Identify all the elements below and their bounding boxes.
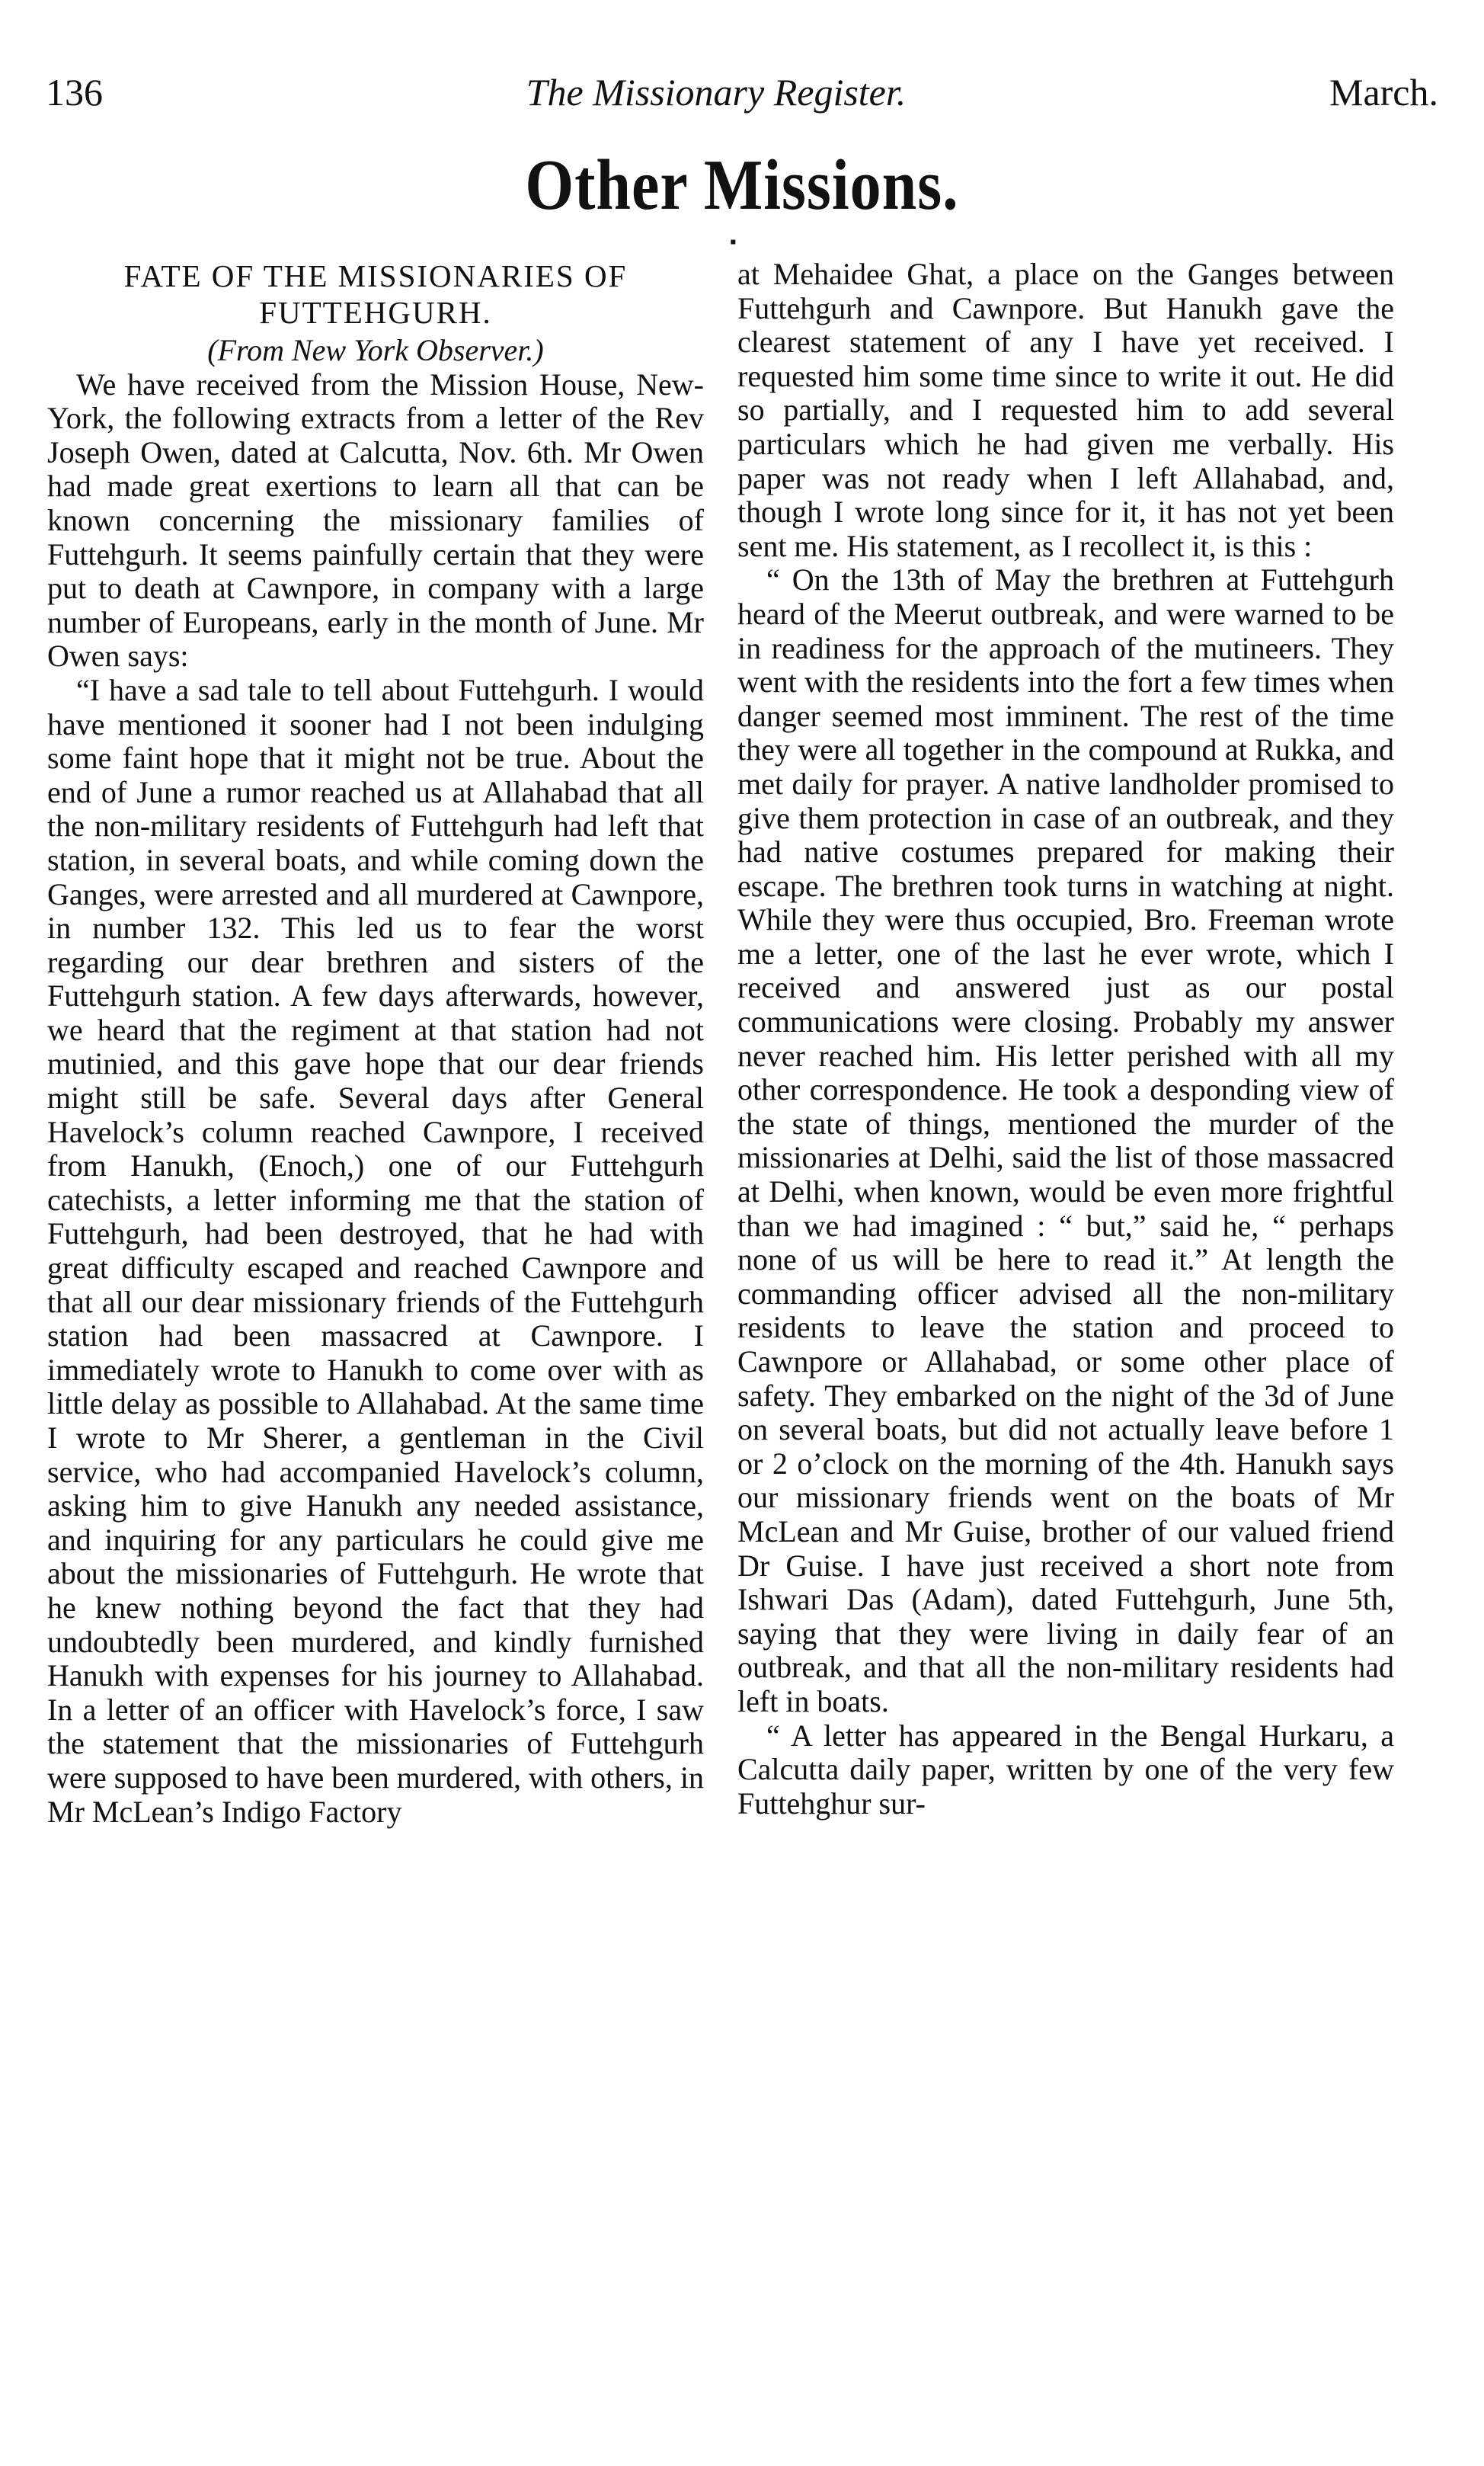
paragraph: “ On the 13th of May the brethren at Futtehgurh heard of the Meerut outbreak, and were warned to be in readiness for the approach of the mutineers. They went with the residents into the fort a few times when danger seemed most imminent. The rest of the time they were all together in the compound at Rukka, and met daily for prayer. A native landholder promised to give them protection in case of an outbreak, and they had native costumes prepared for making their escape. The brethren took turns in watching at night. While they were thus occupied, Bro. Freeman wrote me a letter, one of the last he ever wrote, which I received and answered just as our postal communications were closing. Probably my answer never reached him. His letter perished with all my other correspondence. He took a desponding view of the state of things, mentioned the murder of the missionaries at Delhi, said the list of those massacred at Delhi, when known, would be even more frightful than we had imagined : “ but,” said he, “ perhaps none of us will be here to read it.” At length the commanding officer advised all the non-military residents to leave the station and proceed to Cawnpore or Allahabad, or some other place of safety. They embarked on the night of the 3d of June on several boats, but did not actually leave before 1 or 2 o’clock on the morning of the 4th. Hanukh says our missionary friends went on the boats of Mr McLean and Mr Guise, brother of our valued friend Dr Guise. I have just received a short note from Ishwari Das (Adam), dated Futtehgurh, June 5th, saying that they were living in daily fear of an outbreak, and that all the non-military residents had left in boats. xyxy=(737,562,1394,1718)
ornament-dot: ▪ xyxy=(730,232,737,252)
issue-month: March. xyxy=(1329,71,1438,114)
page-number: 136 xyxy=(46,71,103,114)
section-heading: Other Missions. xyxy=(525,145,959,225)
journal-title: The Missionary Register. xyxy=(526,71,907,114)
article-title: FATE OF THE MISSIONARIES OF FUTTEHGURH. xyxy=(123,258,628,330)
article-source: (From New York Observer.) xyxy=(207,333,544,367)
paragraph: at Mehaidee Ghat, a place on the Ganges between Futtehgurh and Cawnpore. But Hanukh gave the clearest statement of any I have yet received. I requested him some time since to write it out. He did so partially, and I requested him to add several particulars which he had given me verbally. His paper was not ready when I left Allahabad, and, though I wrote long since for it, it has not yet been sent me. His statement, as I recollect it, is this : xyxy=(737,257,1394,563)
running-head xyxy=(46,70,1438,116)
right-column xyxy=(737,258,1394,1821)
paragraph: We have received from the Mission House, New-York, the following extracts from a letter of the Rev Joseph Owen, dated at Calcutta, Nov. 6th. Mr Owen had made great exertions to learn all that can be known concerning the missionary families of Futtehgurh. It seems painfully certain that they were put to death at Cawnpore, in company with a large number of Europeans, early in the month of June. Mr Owen says: xyxy=(47,367,704,674)
left-column xyxy=(47,258,704,1829)
paragraph: “ A letter has appeared in the Bengal Hurkaru, a Calcutta daily paper, written by one of the very few Futtehghur sur- xyxy=(737,1718,1394,1821)
paragraph: “I have a sad tale to tell about Futtehgurh. I would have mentioned it sooner had I not been indulging some faint hope that it might not be true. About the end of June a rumor reached us at Allahabad that all the non-military residents of Futtehgurh had left that station, in several boats, and while coming down the Ganges, were arrested and all murdered at Cawnpore, in number 132. This led us to fear the worst regarding our dear brethren and sisters of the Futtehgurh station. A few days afterwards, however, we heard that the regiment at that station had not mutinied, and this gave hope that our dear friends might still be safe. Several days after General Havelock’s column reached Cawnpore, I received from Hanukh, (Enoch,) one of our Futtehgurh catechists, a letter informing me that the station of Futtehgurh, had been destroyed, that he had with great difficulty escaped and reached Cawnpore and that all our dear missionary friends of the Futtehgurh station had been massacred at Cawnpore. I immediately wrote to Hanukh to come over with as little delay as possible to Allahabad. At the same time I wrote to Mr Sherer, a gentleman in the Civil service, who had accompanied Havelock’s column, asking him to give Hanukh any needed assistance, and inquiring for any particulars he could give me about the missionaries of Futtehgurh. He wrote that he knew nothing beyond the fact that they had undoubtedly been murdered, and kindly furnished Hanukh with expenses for his journey to Allahabad. In a letter of an officer with Havelock’s force, I saw the statement that the missionaries of Futtehgurh were supposed to have been murdered, with others, in Mr McLean’s Indigo Factory xyxy=(47,672,704,1829)
